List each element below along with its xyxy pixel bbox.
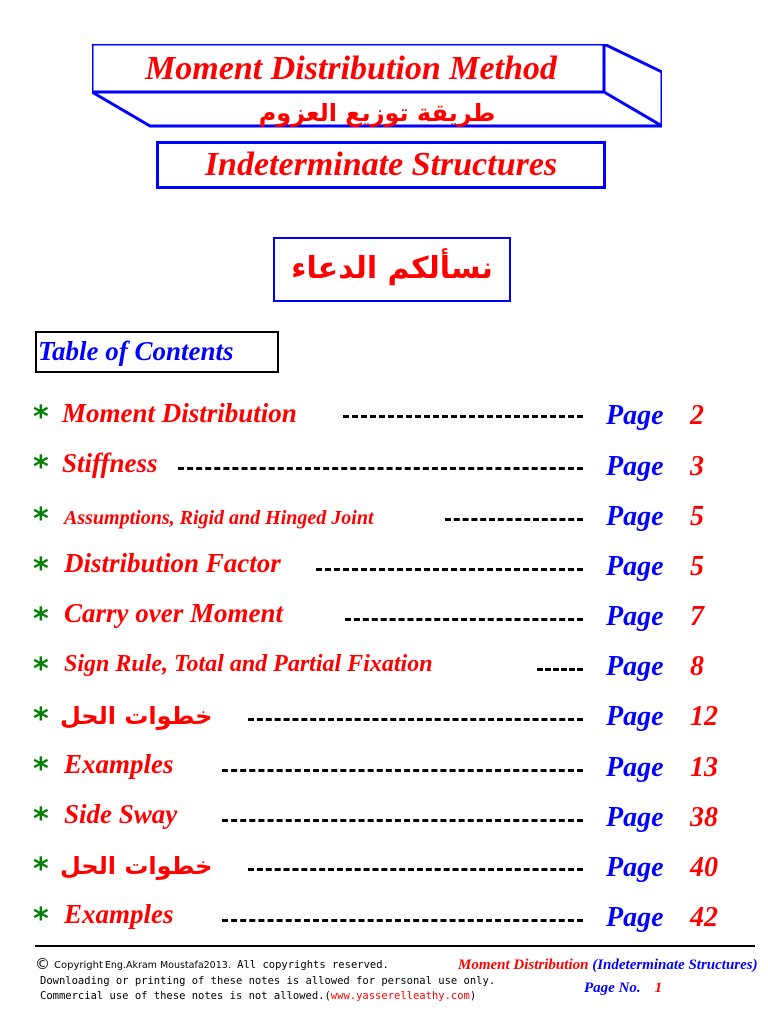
bullet-star-icon: * — [33, 752, 49, 787]
page-no-value: 1 — [654, 980, 663, 996]
bullet-star-icon: * — [33, 852, 49, 887]
toc-page-word: Page — [606, 400, 664, 431]
footer-usage-line: Downloading or printing of these notes is allowed for personal use only. — [40, 975, 496, 987]
toc-page-word: Page — [606, 451, 664, 482]
toc-page-number: 38 — [690, 802, 718, 833]
bullet-star-icon: * — [33, 602, 49, 637]
toc-entry-label: Moment Distribution — [62, 398, 297, 428]
website-link[interactable]: www.yasserelleathy.com — [330, 990, 470, 1002]
toc-page-number: 5 — [690, 551, 704, 582]
toc-entry-label: خطوات الحل — [60, 702, 213, 730]
copyright-icon: © — [35, 955, 50, 973]
toc-page-number: 2 — [690, 400, 704, 431]
page-no-label: Page No. — [584, 980, 641, 996]
toc-page-word: Page — [606, 701, 664, 732]
toc-page-word: Page — [606, 802, 664, 833]
commercial-notice: Commercial use of these notes is not allowed.( — [40, 990, 331, 1002]
bullet-star-icon: * — [33, 552, 49, 587]
footer-copyright-line — [54, 958, 389, 973]
toc-page-word: Page — [606, 551, 664, 582]
toc-entry-label: Assumptions, Rigid and Hinged Joint — [64, 507, 374, 529]
toc-entry-label: Carry over Moment — [64, 598, 283, 628]
footer-page-number — [584, 980, 662, 997]
bullet-star-icon: * — [33, 400, 49, 435]
copyright-notice: All copyrights reserved. — [230, 959, 389, 971]
leader-dashes — [178, 467, 583, 470]
toc-page-number: 42 — [690, 902, 718, 933]
footer-commercial-line — [40, 989, 476, 1004]
toc-heading: Table of Contents — [38, 336, 234, 366]
toc-entry-label: Side Sway — [64, 799, 178, 829]
footer-doc-main-title: Moment Distribution — [458, 957, 589, 973]
toc-entry-label: Distribution Factor — [64, 548, 281, 578]
toc-page-word: Page — [606, 752, 664, 783]
bullet-star-icon: * — [33, 652, 49, 687]
leader-dashes — [537, 668, 583, 671]
leader-dashes — [445, 518, 583, 521]
leader-dashes — [248, 868, 583, 871]
leader-dashes — [345, 618, 583, 621]
toc-entry-label: Examples — [64, 749, 174, 779]
toc-page-word: Page — [606, 852, 664, 883]
toc-page-number: 40 — [690, 852, 718, 883]
toc-page-number: 8 — [690, 651, 704, 682]
bullet-star-icon: * — [33, 802, 49, 837]
toc-page-number: 7 — [690, 601, 704, 632]
toc-entry-label: خطوات الحل — [60, 852, 213, 880]
footer-doc-subtitle: (Indeterminate Structures) — [592, 957, 758, 973]
toc-entry-label: Sign Rule, Total and Partial Fixation — [64, 651, 433, 677]
copyright-word: Copyright — [54, 960, 103, 971]
toc-page-word: Page — [606, 601, 664, 632]
bullet-star-icon: * — [33, 902, 49, 937]
toc-page-word: Page — [606, 501, 664, 532]
leader-dashes — [222, 819, 583, 822]
toc-page-word: Page — [606, 902, 664, 933]
closing-paren: ) — [469, 990, 477, 1002]
leader-dashes — [222, 919, 583, 922]
footer-doc-title — [458, 957, 758, 974]
toc-page-number: 12 — [690, 701, 718, 732]
leader-dashes — [316, 568, 583, 571]
author-name: Eng.Akram Moustafa2013. — [104, 960, 231, 971]
toc-entry-label: Examples — [64, 899, 174, 929]
dua-text: نسألكم الدعاء — [291, 251, 493, 286]
toc-page-number: 5 — [690, 501, 704, 532]
leader-dashes — [222, 769, 583, 772]
document-title: Moment Distribution Method — [145, 50, 557, 87]
leader-dashes — [248, 718, 583, 721]
footer-divider — [35, 945, 755, 947]
document-subtitle: Indeterminate Structures — [204, 146, 558, 183]
document-title-arabic: طريقة توزيع العزوم — [258, 99, 496, 127]
bullet-star-icon: * — [33, 502, 49, 537]
toc-page-word: Page — [606, 651, 664, 682]
toc-page-number: 3 — [690, 451, 704, 482]
toc-page-number: 13 — [690, 752, 718, 783]
toc-entry-label: Stiffness — [62, 448, 158, 478]
bullet-star-icon: * — [33, 450, 49, 485]
leader-dashes — [343, 415, 583, 418]
bullet-star-icon: * — [33, 702, 49, 737]
